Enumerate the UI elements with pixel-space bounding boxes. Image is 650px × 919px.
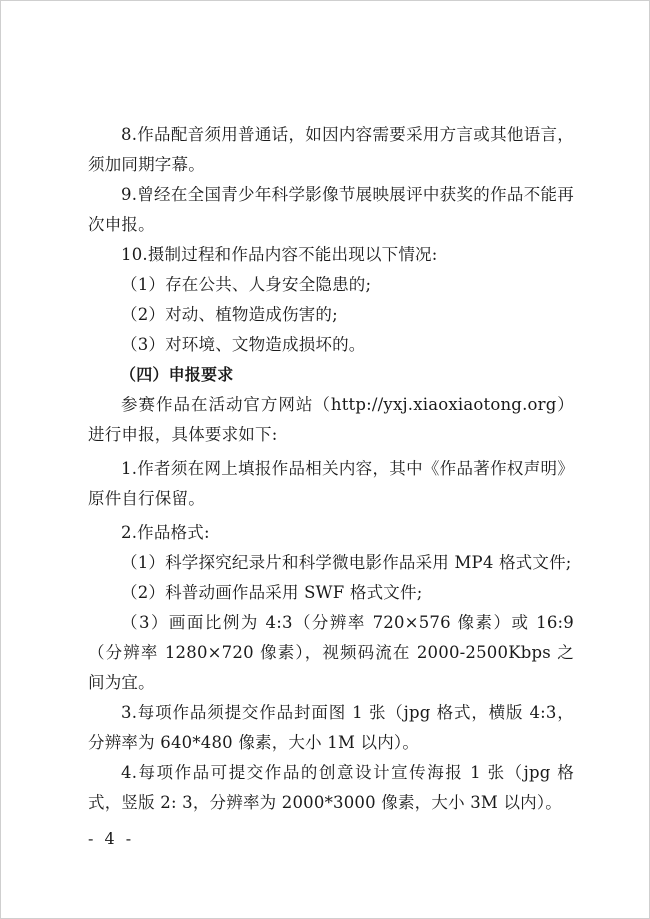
requirement-3: 3.每项作品须提交作品封面图 1 张（jpg 格式，横版 4:3，分辨率为 640*480 像素，大小 1M 以内）。 xyxy=(88,703,574,752)
sub-item-3: （3）对环境、文物造成损坏的。 xyxy=(121,335,366,354)
format-item-2: （2）科普动画作品采用 SWF 格式文件; xyxy=(121,583,423,602)
page-number: - 4 - xyxy=(88,829,135,848)
sub-item-2: （2）对动、植物造成伤害的; xyxy=(121,305,338,324)
section-heading: （四）申报要求 xyxy=(120,365,234,384)
paragraph-item-9: 9.曾经在全国青少年科学影像节展映展评中获奖的作品不能再次申报。 xyxy=(88,185,574,234)
requirement-1: 1.作者须在网上填报作品相关内容，其中《作品著作权声明》原件自行保留。 xyxy=(88,459,574,508)
sub-item-1: （1）存在公共、人身安全隐患的; xyxy=(121,275,372,294)
format-item-1: （1）科学探究纪录片和科学微电影作品采用 MP4 格式文件; xyxy=(121,553,572,572)
requirement-2: 2.作品格式: xyxy=(121,523,210,542)
format-item-3: （3）画面比例为 4:3（分辨率 720×576 像素）或 16:9（分辨率 1280×720 像素），视频码流在 2000-2500Kbps 之间为宜。 xyxy=(88,613,574,692)
intro-paragraph: 参赛作品在活动官方网站（http://yxj.xiaoxiaotong.org）进行申报，具体要求如下: xyxy=(88,395,574,444)
paragraph-item-8: 8.作品配音须用普通话，如因内容需要采用方言或其他语言，须加同期字幕。 xyxy=(88,125,574,174)
paragraph-item-10: 10.摄制过程和作品内容不能出现以下情况: xyxy=(121,245,438,264)
requirement-4: 4.每项作品可提交作品的创意设计宣传海报 1 张（jpg 格式，竖版 2: 3，分辨率为 2000*3000 像素，大小 3M 以内）。 xyxy=(88,763,574,812)
document-body xyxy=(88,120,574,818)
